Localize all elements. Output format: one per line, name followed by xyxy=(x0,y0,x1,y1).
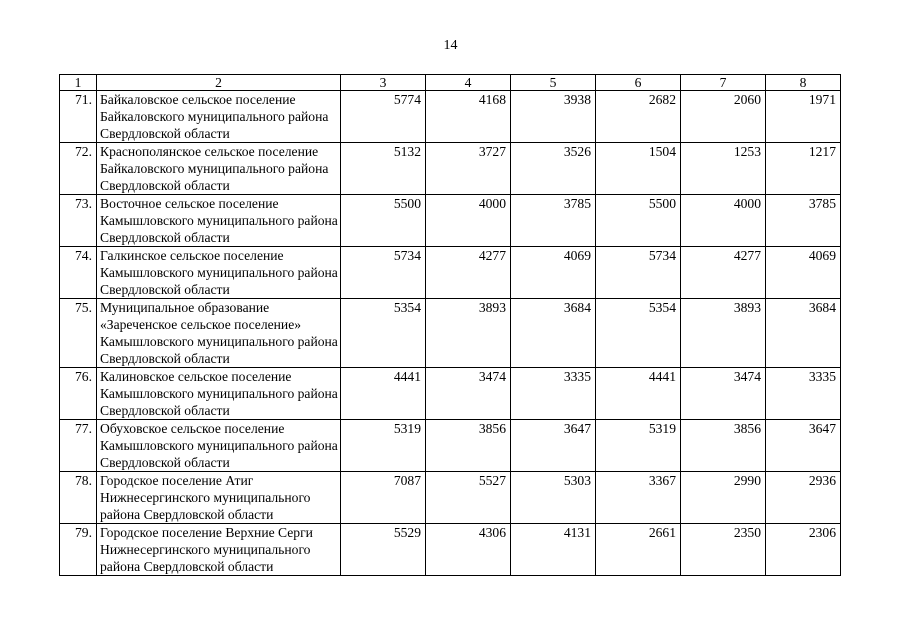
value-cell: 2661 xyxy=(596,524,681,576)
value-cell: 1504 xyxy=(596,143,681,195)
value-cell: 4306 xyxy=(426,524,511,576)
value-cell: 1253 xyxy=(681,143,766,195)
value-cell: 5500 xyxy=(596,195,681,247)
value-cell: 7087 xyxy=(341,472,426,524)
settlement-name: Калиновское сельское поселение Камышловского муниципального района Свердловской области xyxy=(97,368,341,420)
value-cell: 5734 xyxy=(596,247,681,299)
value-cell: 3647 xyxy=(511,420,596,472)
data-table xyxy=(59,74,841,576)
value-cell: 5354 xyxy=(341,299,426,368)
value-cell: 3647 xyxy=(766,420,841,472)
value-cell: 4168 xyxy=(426,91,511,143)
value-cell: 4000 xyxy=(426,195,511,247)
value-cell: 5132 xyxy=(341,143,426,195)
row-number: 78. xyxy=(60,472,97,524)
table-row xyxy=(60,91,841,143)
value-cell: 3856 xyxy=(681,420,766,472)
value-cell: 3367 xyxy=(596,472,681,524)
value-cell: 3785 xyxy=(511,195,596,247)
value-cell: 4441 xyxy=(596,368,681,420)
settlement-name: Галкинское сельское поселение Камышловского муниципального района Свердловской области xyxy=(97,247,341,299)
table-row xyxy=(60,524,841,576)
value-cell: 3856 xyxy=(426,420,511,472)
value-cell: 1971 xyxy=(766,91,841,143)
table-row xyxy=(60,195,841,247)
value-cell: 3335 xyxy=(511,368,596,420)
table-row xyxy=(60,368,841,420)
value-cell: 3684 xyxy=(766,299,841,368)
row-number: 73. xyxy=(60,195,97,247)
table-row xyxy=(60,299,841,368)
value-cell: 5527 xyxy=(426,472,511,524)
row-number: 74. xyxy=(60,247,97,299)
page-number: 14 xyxy=(443,38,458,53)
value-cell: 2936 xyxy=(766,472,841,524)
table-row xyxy=(60,247,841,299)
value-cell: 3727 xyxy=(426,143,511,195)
value-cell: 3474 xyxy=(681,368,766,420)
column-header: 5 xyxy=(511,75,596,91)
settlement-name: Городское поселение Верхние Серги Нижнесергинского муниципального района Свердловской области xyxy=(97,524,341,576)
value-cell: 4441 xyxy=(341,368,426,420)
column-header: 4 xyxy=(426,75,511,91)
table-row xyxy=(60,143,841,195)
settlement-name: Краснополянское сельское поселение Байкаловского муниципального района Свердловской области xyxy=(97,143,341,195)
value-cell: 3526 xyxy=(511,143,596,195)
row-number: 79. xyxy=(60,524,97,576)
column-header: 3 xyxy=(341,75,426,91)
value-cell: 5774 xyxy=(341,91,426,143)
value-cell: 3785 xyxy=(766,195,841,247)
value-cell: 4277 xyxy=(426,247,511,299)
value-cell: 5734 xyxy=(341,247,426,299)
value-cell: 2060 xyxy=(681,91,766,143)
value-cell: 2306 xyxy=(766,524,841,576)
value-cell: 3893 xyxy=(426,299,511,368)
value-cell: 5500 xyxy=(341,195,426,247)
value-cell: 3893 xyxy=(681,299,766,368)
settlement-name: Муниципальное образование «Зареченское сельское поселение» Камышловского муниципального района Свердловской области xyxy=(97,299,341,368)
column-header: 1 xyxy=(60,75,97,91)
row-number: 77. xyxy=(60,420,97,472)
value-cell: 3938 xyxy=(511,91,596,143)
settlement-name: Обуховское сельское поселение Камышловского муниципального района Свердловской области xyxy=(97,420,341,472)
table-header-row xyxy=(60,75,841,91)
value-cell: 2990 xyxy=(681,472,766,524)
row-number: 71. xyxy=(60,91,97,143)
row-number: 75. xyxy=(60,299,97,368)
value-cell: 4069 xyxy=(511,247,596,299)
row-number: 72. xyxy=(60,143,97,195)
value-cell: 5319 xyxy=(596,420,681,472)
value-cell: 4131 xyxy=(511,524,596,576)
table-row xyxy=(60,472,841,524)
value-cell: 3474 xyxy=(426,368,511,420)
column-header: 6 xyxy=(596,75,681,91)
value-cell: 5319 xyxy=(341,420,426,472)
value-cell: 4000 xyxy=(681,195,766,247)
row-number: 76. xyxy=(60,368,97,420)
column-header: 7 xyxy=(681,75,766,91)
value-cell: 5303 xyxy=(511,472,596,524)
settlement-name: Байкаловское сельское поселение Байкаловского муниципального района Свердловской области xyxy=(97,91,341,143)
value-cell: 5529 xyxy=(341,524,426,576)
value-cell: 5354 xyxy=(596,299,681,368)
column-header: 8 xyxy=(766,75,841,91)
settlement-name: Восточное сельское поселение Камышловского муниципального района Свердловской области xyxy=(97,195,341,247)
column-header: 2 xyxy=(97,75,341,91)
value-cell: 4277 xyxy=(681,247,766,299)
value-cell: 2682 xyxy=(596,91,681,143)
settlement-name: Городское поселение Атиг Нижнесергинского муниципального района Свердловской области xyxy=(97,472,341,524)
value-cell: 4069 xyxy=(766,247,841,299)
value-cell: 1217 xyxy=(766,143,841,195)
value-cell: 3684 xyxy=(511,299,596,368)
value-cell: 2350 xyxy=(681,524,766,576)
table-row xyxy=(60,420,841,472)
value-cell: 3335 xyxy=(766,368,841,420)
